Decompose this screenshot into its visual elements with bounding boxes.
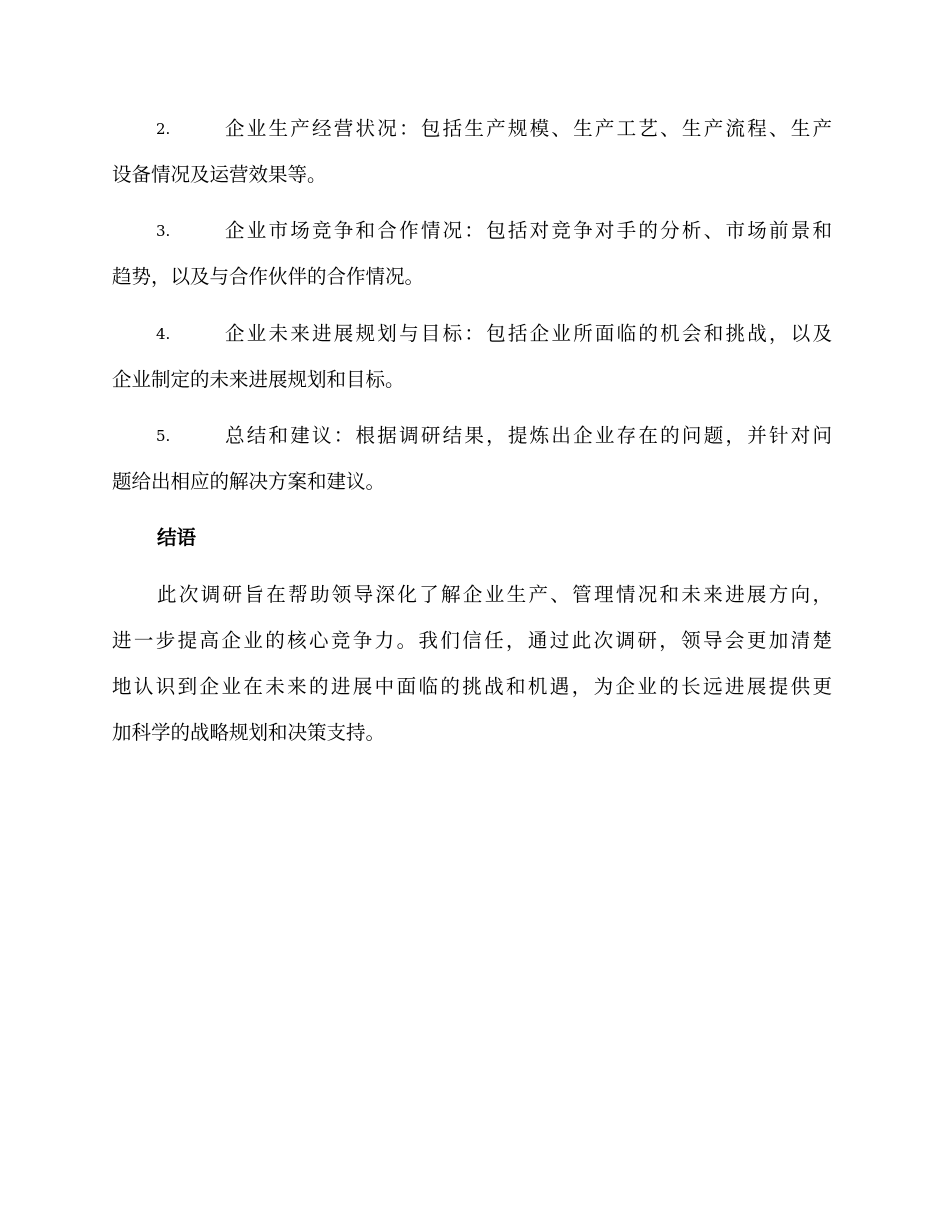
paragraph-line: 此次调研旨在帮助领导深化了解企业生产、管理情况和未来进展方向， — [157, 583, 832, 606]
section-heading: 结语 — [157, 526, 197, 549]
list-text-continued: 企业制定的未来进展规划和目标。 — [112, 368, 405, 391]
conclusion-paragraph — [112, 572, 832, 756]
paragraph-line: 地认识到企业在未来的进展中面临的挑战和机遇，为企业的长远进展提供更 — [112, 675, 832, 698]
list-text: 企业市场竞争和合作情况：包括对竞争对手的分析、市场前景和 — [225, 219, 832, 242]
list-number: 2. — [156, 120, 171, 138]
paragraph-line: 加科学的战略规划和决策支持。 — [112, 721, 386, 744]
list-text-continued: 设备情况及运营效果等。 — [112, 163, 327, 186]
list-number: 5. — [156, 427, 171, 445]
list-text: 企业生产经营状况：包括生产规模、生产工艺、生产流程、生产 — [225, 117, 832, 140]
list-text-continued: 趋势，以及与合作伙伴的合作情况。 — [112, 265, 425, 288]
list-item — [112, 208, 832, 300]
list-item — [112, 413, 832, 505]
list-number: 3. — [156, 222, 171, 240]
list-text-continued: 题给出相应的解决方案和建议。 — [112, 470, 386, 493]
list-item — [112, 311, 832, 403]
list-item — [112, 106, 832, 198]
list-text: 企业未来进展规划与目标：包括企业所面临的机会和挑战，以及 — [225, 322, 832, 345]
paragraph-line: 进一步提高企业的核心竞争力。我们信任，通过此次调研，领导会更加清楚 — [112, 629, 832, 652]
list-number: 4. — [156, 325, 171, 343]
list-text: 总结和建议：根据调研结果，提炼出企业存在的问题，并针对问 — [225, 424, 832, 447]
